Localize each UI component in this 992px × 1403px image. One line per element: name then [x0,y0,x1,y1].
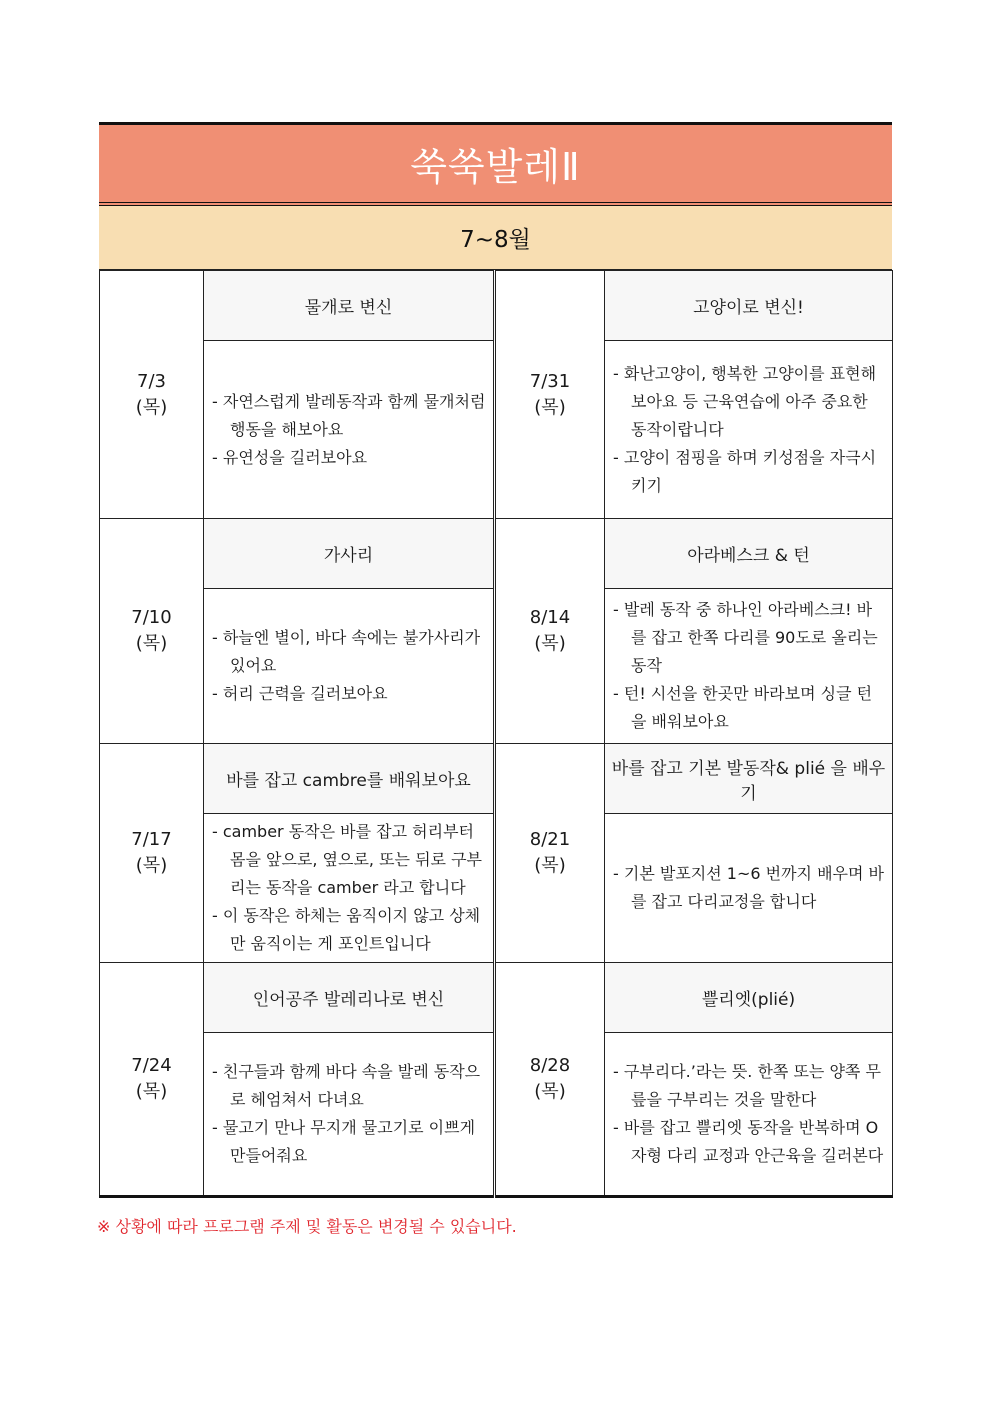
session-description [605,814,893,963]
session-date: 7/17 [131,829,172,850]
session-date: 8/28 [529,1055,571,1076]
description-line: - 이 동작은 하체는 움직이지 않고 상체만 움직이는 게 포인트입니다 [212,906,481,953]
session-date-cell [495,744,605,963]
description-line: - 자연스럽게 발레동작과 함께 물개처럼 행동을 해보아요 [212,391,486,439]
session-date-cell [100,744,204,963]
description-line: - 턴! 시선을 한곳만 바라보며 싱글 턴을 배워보아요 [613,684,873,731]
session-date-cell [100,271,204,519]
page-title: 쑥쑥발레Ⅱ [410,145,581,189]
session-day: (목) [534,396,566,418]
month-label: 7~8월 [460,227,531,253]
session-day: (목) [534,633,566,654]
session-day: (목) [135,855,168,876]
session-topic: 가사리 [204,519,495,589]
description-line: - 바를 잡고 쁠리엣 동작을 반복하며 O자형 다리 교정과 안근육을 길러본다 [613,1118,884,1165]
change-notice: ※ 상황에 따라 프로그램 주제 및 활동은 변경될 수 있습니다. [97,1217,517,1236]
title-banner [99,122,892,206]
session-day: (목) [534,855,566,876]
description-line: - 고양이 점핑을 하며 키성점을 자극시키기 [613,447,877,495]
session-topic: 물개로 변신 [204,271,495,341]
description-line: - 허리 근력을 길러보아요 [212,684,388,703]
schedule-row-top [100,271,893,341]
description-line: - 구부리다.’라는 뜻. 한쪽 또는 양쪽 무릎을 구부리는 것을 말한다 [613,1062,881,1109]
session-date-cell [495,519,605,744]
schedule-row-top [100,519,893,589]
description-line: - 화난고양이, 행복한 고양이를 표현해 보아요 등 근육연습에 아주 중요한 동작이랍니다 [613,363,877,439]
description-line: - 물고기 만나 무지개 물고기로 이쁘게 만들어줘요 [212,1118,476,1165]
session-date: 7/3 [137,370,166,392]
session-description [204,1033,495,1197]
description-line: - 발레 동작 중 하나인 아라베스크! 바를 잡고 한쪽 다리를 90도로 올리는 동작 [613,600,878,675]
session-date-cell [495,271,605,519]
session-topic: 인어공주 발레리나로 변신 [204,963,495,1033]
session-topic: 쁠리엣(plié) [605,963,893,1033]
description-line: - 하늘엔 별이, 바다 속에는 불가사리가 있어요 [212,628,481,675]
session-topic: 아라베스크 & 턴 [605,519,893,589]
session-date-cell [100,519,204,744]
session-date-cell [100,963,204,1197]
schedule-sheet [99,122,892,1198]
session-day: (목) [135,1081,168,1102]
description-line: - 친구들과 함께 바다 속을 발레 동작으로 헤엄쳐서 다녀요 [212,1062,481,1109]
session-topic: 바를 잡고 cambre를 배워보아요 [204,744,495,814]
schedule-row-top [100,744,893,814]
session-day: (목) [135,396,168,418]
session-description [204,341,495,519]
session-description [605,589,893,744]
description-line: - 기본 발포지션 1~6 번까지 배우며 바를 잡고 다리교정을 합니다 [613,864,884,911]
description-line: - camber 동작은 바를 잡고 허리부터 몸을 앞으로, 옆으로, 또는 뒤로 구부리는 동작을 camber 라고 합니다 [212,822,482,897]
session-description [204,814,495,963]
session-day: (목) [135,633,168,654]
session-date-cell [495,963,605,1197]
session-date: 7/24 [131,1055,172,1076]
month-banner [99,206,892,270]
session-date: 7/31 [529,370,571,392]
session-date: 8/14 [529,607,571,628]
session-description [605,341,893,519]
session-topic: 고양이로 변신! [605,271,893,341]
session-description [204,589,495,744]
description-line: - 유연성을 길러보아요 [212,447,368,467]
session-topic: 바를 잡고 기본 발동작& plié 을 배우기 [605,744,893,814]
session-date: 7/10 [131,607,172,628]
schedule-row-top [100,963,893,1033]
session-date: 8/21 [529,829,571,850]
session-day: (목) [534,1081,566,1102]
session-description [605,1033,893,1197]
schedule-table [99,270,893,1198]
